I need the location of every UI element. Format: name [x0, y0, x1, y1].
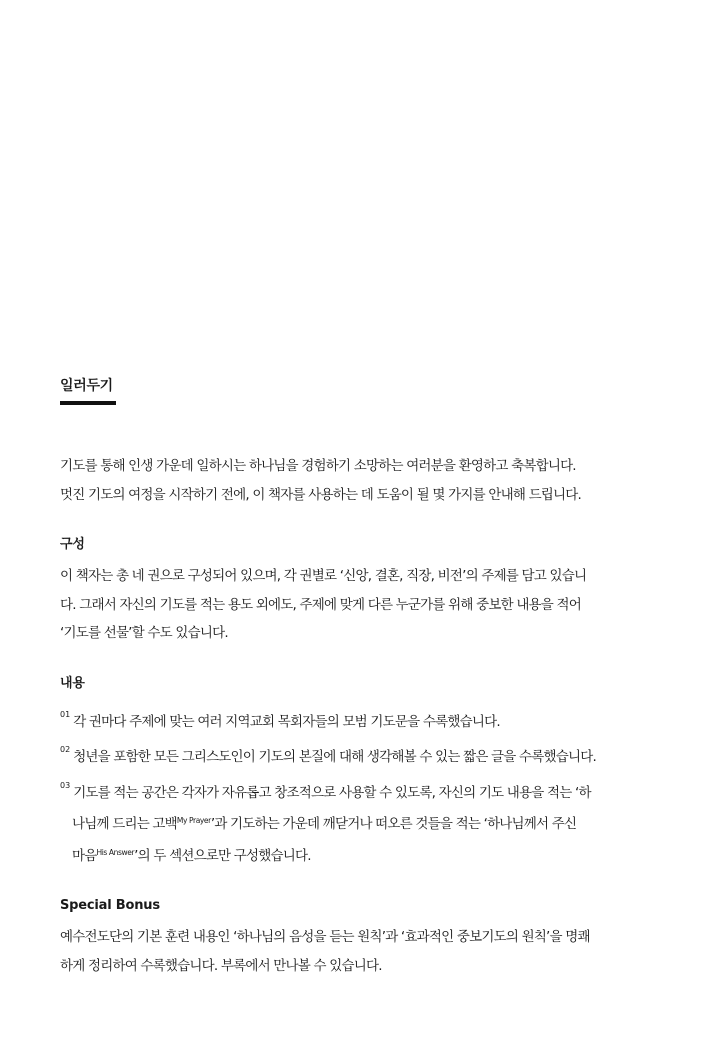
item-text: 나님께 드리는 고백: [72, 816, 177, 832]
intro-line: 기도를 통해 인생 가운데 일하시는 하나님을 경험하기 소망하는 여러분을 환영하고 축복합니다.: [60, 458, 576, 474]
item-text: 청년을 포함한 모든 그리스도인이 기도의 본질에 대해 생각해볼 수 있는 짧은 글을 수록했습니다.: [73, 749, 596, 765]
english-gloss: His Answer: [96, 847, 135, 857]
contents-section: [60, 674, 660, 871]
item-text: 각 권마다 주제에 맞는 여러 지역교회 목회자들의 모범 기도문을 수록했습니다.: [73, 713, 500, 730]
intro-paragraph: [60, 452, 660, 509]
intro-line: 멋진 기도의 여정을 시작하기 전에, 이 책자를 사용하는 데 도움이 될 몇 가지를 안내해 드립니다.: [60, 486, 582, 503]
list-item: [60, 736, 660, 772]
item-number: 03: [60, 780, 71, 790]
item-text: 기도를 적는 공간은 각자가 자유롭고 창조적으로 사용할 수 있도록, 자신의 기도 내용을 적는 ‘하: [73, 784, 591, 801]
item-text: 마음: [72, 847, 97, 864]
guide-page: [60, 376, 660, 980]
composition-line: ‘기도를 선물’할 수도 있습니다.: [60, 625, 228, 641]
composition-heading: 구성: [60, 537, 85, 552]
item-text: ’과 기도하는 가운데 깨닫거나 떠오른 것들을 적는 ‘하나님께서 주신: [210, 816, 577, 832]
page-title: 일러두기: [60, 378, 113, 394]
item-number: 01: [60, 709, 71, 719]
english-gloss: My Prayer: [176, 816, 211, 825]
bonus-line: 하게 정리하여 수록했습니다. 부록에서 만나볼 수 있습니다.: [60, 957, 382, 974]
list-item: [60, 701, 660, 737]
composition-section: [60, 535, 660, 648]
item-continuation: [60, 839, 660, 871]
list-item: [60, 772, 660, 871]
contents-list: [60, 701, 660, 871]
contents-heading: 내용: [60, 675, 85, 691]
composition-line: 다. 그래서 자신의 기도를 적는 용도 외에도, 주제에 맞게 다른 누군가를 위해 중보한 내용을 적어: [60, 596, 582, 613]
item-number: 02: [60, 745, 71, 754]
item-continuation: [60, 807, 660, 839]
title-underline: [60, 401, 116, 405]
bonus-section: [60, 896, 660, 980]
composition-line: 이 책자는 총 네 권으로 구성되어 있으며, 각 권별로 ‘신앙, 결혼, 직장, 비전’의 주제를 담고 있습니: [60, 568, 587, 584]
bonus-heading: Special Bonus: [60, 898, 160, 913]
bonus-line: 예수전도단의 기본 훈련 내용인 ‘하나님의 음성을 듣는 원칙’과 ‘효과적인 중보기도의 원칙’을 명쾌: [60, 929, 590, 945]
item-text: ’의 두 섹션으로만 구성했습니다.: [134, 847, 311, 864]
